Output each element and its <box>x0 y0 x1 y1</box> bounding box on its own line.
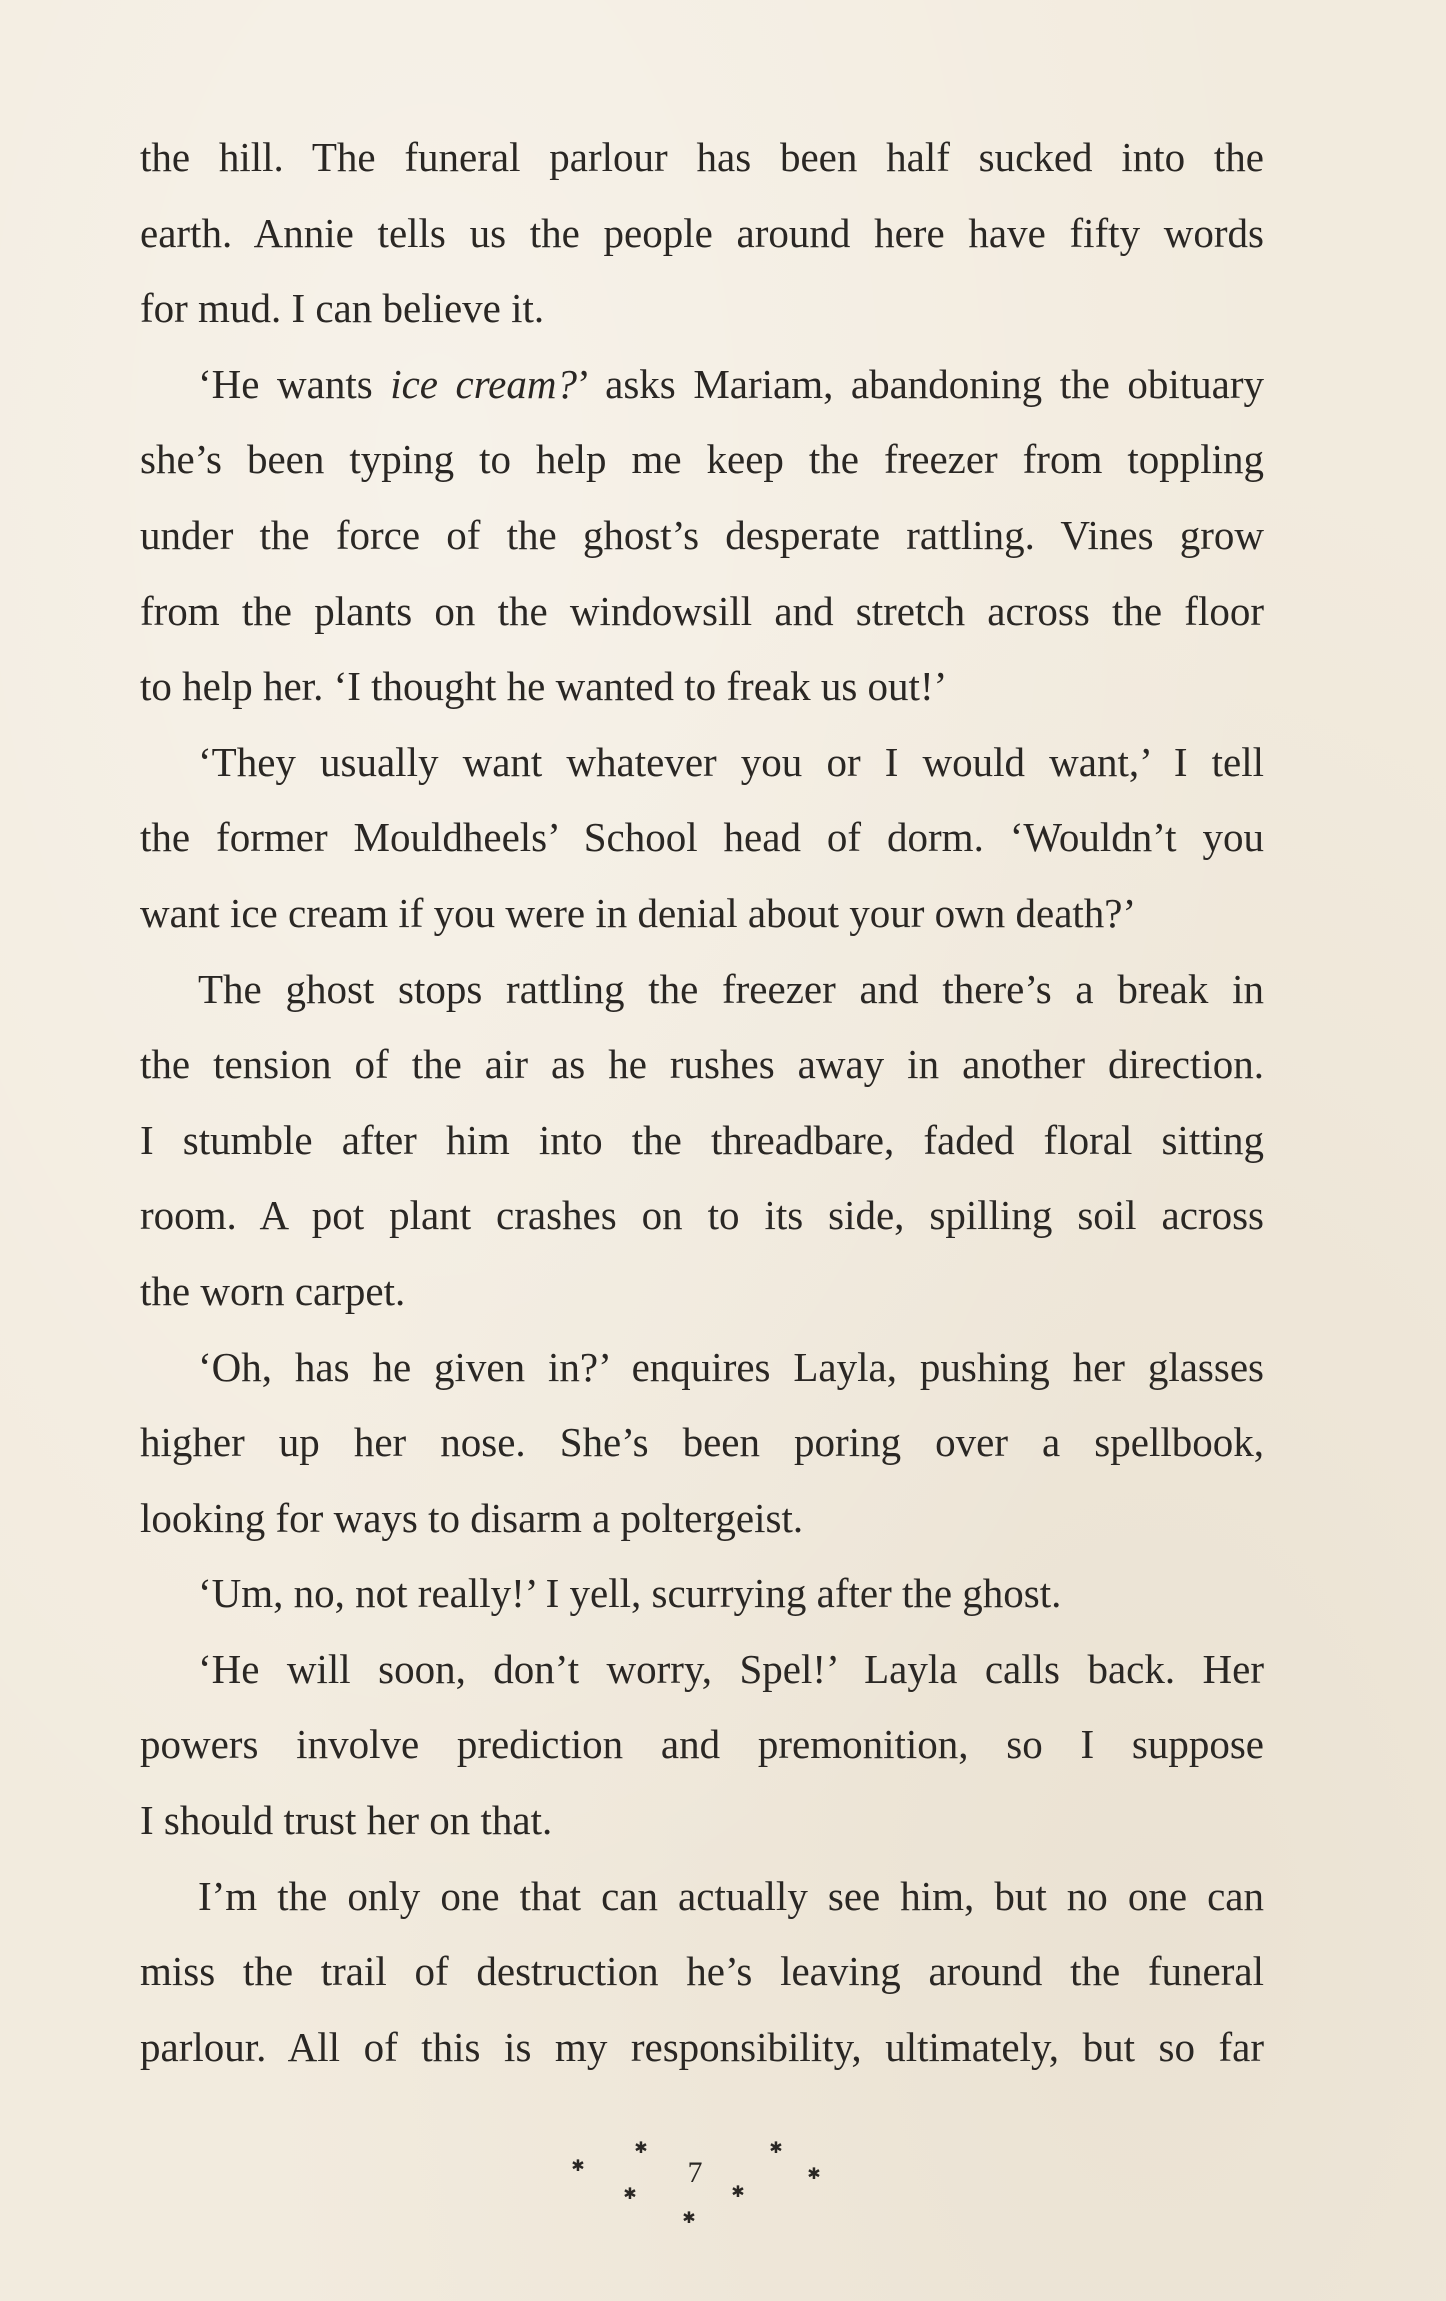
text-line: the tension of the air as he rushes away in another direction. <box>140 1041 1264 1088</box>
body-text <box>140 120 1264 2085</box>
text-line: from the plants on the windowsill and stretch across the floor <box>140 587 1264 634</box>
text-line: The ghost stops rattling the freezer and there’s a break in <box>198 965 1264 1012</box>
text-line: want ice cream if you were in denial about your own death?’ <box>140 889 1137 936</box>
text-line: she’s been typing to help me keep the freezer from toppling <box>140 436 1264 483</box>
emphasis: ice cream? <box>390 360 577 407</box>
text-line: to help her. ‘I thought he wanted to freak us out!’ <box>140 663 948 710</box>
text-line: room. A pot plant crashes on to its side, spilling soil across <box>140 1192 1264 1239</box>
star-icon: ✱ <box>682 2208 696 2227</box>
text-line: miss the trail of destruction he’s leaving around the funeral <box>140 1948 1264 1995</box>
text-line: higher up her nose. She’s been poring over a spellbook, <box>140 1419 1264 1466</box>
text-line: powers involve prediction and premonition, so I suppose <box>140 1721 1264 1768</box>
text-line: ‘They usually want whatever you or I would want,’ I tell <box>198 738 1264 785</box>
text-line: ‘Oh, has he given in?’ enquires Layla, pushing her glasses <box>198 1343 1264 1390</box>
text-line: I’m the only one that can actually see him, but no one can <box>198 1872 1264 1919</box>
text-line: earth. Annie tells us the people around here have fifty words <box>140 209 1264 256</box>
text-line: ‘He will soon, don’t worry, Spel!’ Layla calls back. Her <box>198 1645 1264 1692</box>
text-line: the hill. The funeral parlour has been half sucked into the <box>140 134 1264 180</box>
star-icon: ✱ <box>623 2184 637 2203</box>
text-line: for mud. I can believe it. <box>140 285 545 332</box>
text-line: ‘Um, no, not really!’ I yell, scurrying after the ghost. <box>198 1570 1062 1617</box>
page-footer <box>0 2130 1446 2250</box>
star-icon: ✱ <box>634 2138 648 2157</box>
text-line: I stumble after him into the threadbare, faded floral sitting <box>140 1116 1264 1163</box>
star-icon: ✱ <box>571 2156 585 2175</box>
text-line: the former Mouldheels’ School head of dorm. ‘Wouldn’t you <box>140 814 1264 861</box>
star-icon: ✱ <box>731 2182 745 2201</box>
page-number: 7 <box>687 2156 703 2189</box>
star-icon: ✱ <box>807 2164 821 2183</box>
text-line: the worn carpet. <box>140 1267 406 1314</box>
text-line: parlour. All of this is my responsibility, ultimately, but so far <box>140 2023 1264 2070</box>
text-line: ‘He wants ice cream?’ asks Mariam, abandoning the obituary <box>198 360 1264 407</box>
text-line: under the force of the ghost’s desperate rattling. Vines grow <box>140 511 1264 558</box>
text-line: looking for ways to disarm a poltergeist. <box>140 1494 804 1541</box>
star-icon: ✱ <box>769 2138 783 2157</box>
text-line: I should trust her on that. <box>140 1797 553 1844</box>
